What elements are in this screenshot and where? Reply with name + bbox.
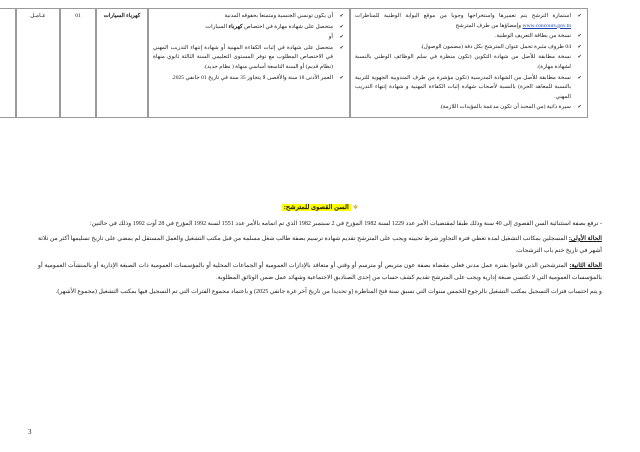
code-cell: [0, 8, 16, 118]
document-item-school-certificate: ✔ نسخة مطابقة للأصل من الشهادة المدرسية (تكون مؤشرة من طرف المندوبية الجهوية للتربية بالنسبة للمعاهد الحرة) بالنسبة لأصحاب شهادة إثبات الكفاءة المهنية و شهادة إنتهاء التدريب المهني.: [355, 74, 571, 103]
bullet-icon: ❖: [352, 205, 359, 211]
document-item-1-text: استمارة الترشح يتم تعميرها واستخراجها وجوبا من موقع البوابة الوطنية للمناظرات: [355, 13, 571, 19]
grade-cell: عـامـل: [16, 8, 60, 118]
conditions-separator-or: ✔ أو: [153, 33, 333, 43]
body-text: [38, 219, 602, 302]
condition-item-2-text: متحصل على شهادة مهارة في اختصاص: [244, 23, 333, 30]
document-item-cv: ✔ سيرة ذاتية (من المحبذ أن تكون مدعمة بالمؤيدات اللازمة).: [355, 103, 571, 113]
document-item-id-copy: ✔ نسخة من بطاقة التعريف الوطنية.: [355, 32, 571, 42]
document-item-application-form: [355, 12, 571, 31]
concours-portal-link[interactable]: www.concours.gov.tn: [522, 22, 571, 29]
condition-item-2-tail: السيارات.: [204, 23, 228, 30]
conditions-list: [153, 12, 345, 83]
conditions-cell: [148, 8, 350, 118]
condition-item-skill-certificate: [153, 23, 333, 33]
condition-item-age: ✔ العمر الأدنى 18 سنة والأقصى لا يتجاوز 35 سنة في تاريخ 01 جانفي 2025.: [153, 74, 333, 84]
condition-item-2-bold: كهرباء: [228, 23, 243, 30]
table-row: [0, 8, 588, 118]
documents-cell: [350, 8, 588, 118]
paragraph-registration-period: و يتم احتساب فترات التسجيل بمكتب التشغيل بالرجوع للخمس سنوات التي تسبق سنة فتح المناظرة (و تحديدا من تاريخ آخر غرة جانفي 2025) و باعتماد مجموع الفترات التي تم التسجيل فيها بمكتب التشغيل (مجموع الأشهر).: [55, 289, 602, 296]
requirements-table: [0, 8, 588, 118]
condition-item-professional-certificate: ✔ متحصل على شهادة في إثبات الكفاءة المهنية أو شهادة إنتهاء التدريب المهني في الاختصاص المطلوب مع توفر المستوى التعليمي السنة الثالثة ثانوي منهاة (نظام قديم) أو السنة التاسعة أساسي منهاة ( نظام جديد).: [153, 44, 333, 73]
paragraph-case-two: [38, 261, 602, 285]
positions-count-cell: 01: [60, 8, 96, 118]
page-number: 3: [28, 428, 32, 436]
section-heading-text: السن القصوى للمترشح:: [283, 204, 349, 211]
case-two-label: الحالة الثانية:: [569, 262, 602, 269]
section-heading: [0, 203, 640, 211]
document-item-1-tail: وإمضاؤها من طرف المترشح: [455, 22, 522, 29]
speciality-cell: كهرباء السيارات: [96, 8, 148, 118]
paragraph-age-exception: - ترفع بصفة استثنائية السن القصوى إلى 40 سنة وذلك طبقا لمقتضيات الأمر عدد 1229 لسنة 1982 المؤرخ في 2 سبتمبر 1982 الذي تم اتمامه بالأمر عدد 1551 لسنة 1992 المؤرخ في 28 أوت 1992 وذلك في حالتين:: [89, 221, 602, 227]
case-two-text: المترشحين الذين قاموا بفترة عمل مدني فعلي مقضاة بصفة عون متربص أو مترسم أو وقتي أو متعاقد بالإدارات العمومية أو الجماعات المحلية أو بالمؤسسات العمومية ذات الصبغة الإدارية أو بالمنشآت العمومية أو بالمؤسسات العمومية التي لا تكتسي صبغة إدارية ويجب على المترشح تقديم كشف حساب من إحدى الصناديق الاجتماعية وشهائد عمل ضمن الوثائق المطلوبة.: [38, 262, 602, 281]
case-one-label: الحالة الأولى:: [568, 235, 602, 242]
case-one-text: المسجلين بمكاتب التشغيل لمدة تغطي فترة التجاوز شرط تحيينه ويجب على المترشح تقديم شهادة ترسيم بصفة طالب شغل مسلمة من قبل مكتب التشغيل والعمل المستقل لم يمضي على تاريخ تسليمها أكثر من ثلاثة أشهر في تاريخ ختم باب الترشحات.: [38, 235, 602, 254]
paragraph-case-one: [38, 234, 602, 258]
document-item-training-certificate: ✔ نسخة مطابقة للأصل من شهادة التكوين (تكون منظرة في سلم الوظائف الوطني بالنسبة لشهادة مهارة).: [355, 53, 571, 72]
condition-item-nationality: ✔ أن يكون تونسي الجنسية ومتمتعا بحقوقه المدنية: [153, 12, 333, 22]
documents-list: [355, 12, 583, 113]
document-item-envelopes: ✔ 04 ظروف مثبرة تحمل عنوان المترشح بكل دقة (مضمون الوصول).: [355, 43, 571, 53]
